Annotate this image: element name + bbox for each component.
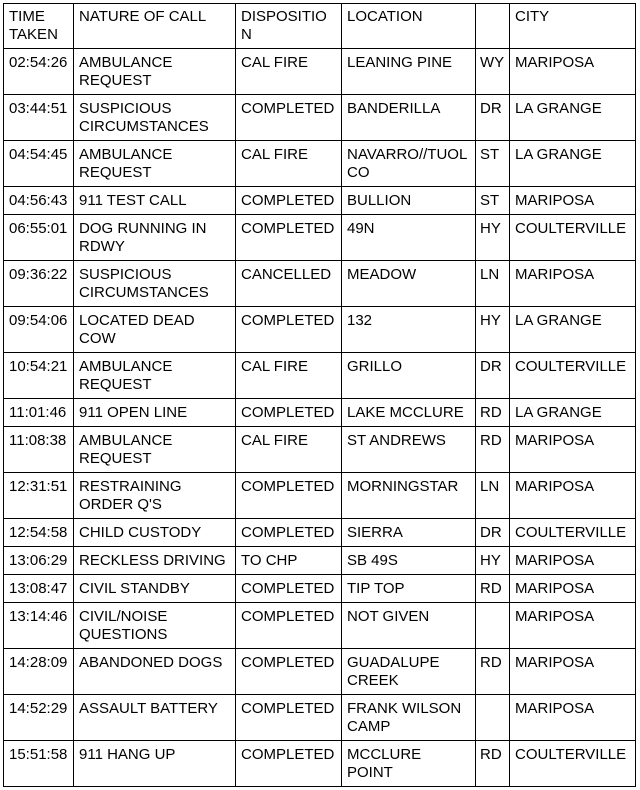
cell-disposition: COMPLETED	[236, 187, 342, 215]
cell-disposition: COMPLETED	[236, 215, 342, 261]
cell-city: MARIPOSA	[510, 49, 636, 95]
call-log-table	[3, 3, 636, 787]
cell-time: 09:36:22	[4, 261, 74, 307]
cell-city: MARIPOSA	[510, 187, 636, 215]
cell-time: 02:54:26	[4, 49, 74, 95]
table-row	[4, 187, 636, 215]
cell-time: 09:54:06	[4, 307, 74, 353]
table-row	[4, 649, 636, 695]
table-row	[4, 141, 636, 187]
cell-time: 06:55:01	[4, 215, 74, 261]
cell-disposition: CAL FIRE	[236, 49, 342, 95]
cell-location: 49N	[342, 215, 476, 261]
table-row	[4, 547, 636, 575]
cell-city: MARIPOSA	[510, 427, 636, 473]
cell-street-suffix: RD	[476, 649, 510, 695]
cell-disposition: COMPLETED	[236, 399, 342, 427]
cell-disposition: TO CHP	[236, 547, 342, 575]
cell-street-suffix: RD	[476, 399, 510, 427]
table-row	[4, 399, 636, 427]
table-row	[4, 519, 636, 547]
cell-disposition: COMPLETED	[236, 695, 342, 741]
cell-location: LAKE MCCLURE	[342, 399, 476, 427]
cell-location: BULLION	[342, 187, 476, 215]
cell-location: NAVARRO//TUOLCO	[342, 141, 476, 187]
cell-city: MARIPOSA	[510, 649, 636, 695]
cell-time: 14:28:09	[4, 649, 74, 695]
cell-street-suffix: LN	[476, 261, 510, 307]
cell-nature-of-call: AMBULANCE REQUEST	[74, 353, 236, 399]
cell-disposition: CAL FIRE	[236, 353, 342, 399]
cell-disposition: CAL FIRE	[236, 427, 342, 473]
table-row	[4, 49, 636, 95]
cell-street-suffix: ST	[476, 187, 510, 215]
cell-location: GRILLO	[342, 353, 476, 399]
cell-location: 132	[342, 307, 476, 353]
header-time: TIME TAKEN	[4, 4, 74, 49]
cell-nature-of-call: AMBULANCE REQUEST	[74, 141, 236, 187]
cell-location: MCCLURE POINT	[342, 741, 476, 787]
cell-city: MARIPOSA	[510, 547, 636, 575]
cell-location: NOT GIVEN	[342, 603, 476, 649]
cell-street-suffix: WY	[476, 49, 510, 95]
cell-city: COULTERVILLE	[510, 741, 636, 787]
cell-street-suffix: DR	[476, 95, 510, 141]
cell-city: MARIPOSA	[510, 261, 636, 307]
cell-disposition: CAL FIRE	[236, 141, 342, 187]
cell-city: COULTERVILLE	[510, 353, 636, 399]
cell-nature-of-call: 911 HANG UP	[74, 741, 236, 787]
cell-location: BANDERILLA	[342, 95, 476, 141]
cell-time: 04:56:43	[4, 187, 74, 215]
table-row	[4, 353, 636, 399]
cell-disposition: COMPLETED	[236, 575, 342, 603]
cell-city: COULTERVILLE	[510, 215, 636, 261]
cell-street-suffix: ST	[476, 141, 510, 187]
header-location: LOCATION	[342, 4, 476, 49]
table-row	[4, 307, 636, 353]
cell-location: FRANK WILSON CAMP	[342, 695, 476, 741]
cell-time: 10:54:21	[4, 353, 74, 399]
cell-disposition: COMPLETED	[236, 603, 342, 649]
header-disposition: DISPOSITION	[236, 4, 342, 49]
cell-city: LA GRANGE	[510, 95, 636, 141]
cell-city: MARIPOSA	[510, 603, 636, 649]
cell-time: 12:54:58	[4, 519, 74, 547]
cell-nature-of-call: CHILD CUSTODY	[74, 519, 236, 547]
cell-street-suffix: HY	[476, 307, 510, 353]
cell-time: 11:08:38	[4, 427, 74, 473]
header-nature-of-call: NATURE OF CALL	[74, 4, 236, 49]
header-row	[4, 4, 636, 49]
cell-time: 15:51:58	[4, 741, 74, 787]
cell-nature-of-call: CIVIL/NOISE QUESTIONS	[74, 603, 236, 649]
cell-street-suffix	[476, 603, 510, 649]
cell-location: LEANING PINE	[342, 49, 476, 95]
cell-nature-of-call: 911 OPEN LINE	[74, 399, 236, 427]
table-row	[4, 575, 636, 603]
table-row	[4, 695, 636, 741]
cell-time: 13:06:29	[4, 547, 74, 575]
cell-location: MEADOW	[342, 261, 476, 307]
cell-disposition: COMPLETED	[236, 649, 342, 695]
cell-time: 13:08:47	[4, 575, 74, 603]
cell-location: TIP TOP	[342, 575, 476, 603]
cell-nature-of-call: DOG RUNNING IN RDWY	[74, 215, 236, 261]
cell-street-suffix: RD	[476, 427, 510, 473]
cell-nature-of-call: SUSPICIOUS CIRCUMSTANCES	[74, 95, 236, 141]
cell-nature-of-call: RESTRAINING ORDER Q'S	[74, 473, 236, 519]
cell-city: LA GRANGE	[510, 399, 636, 427]
cell-time: 04:54:45	[4, 141, 74, 187]
cell-nature-of-call: ASSAULT BATTERY	[74, 695, 236, 741]
cell-location: SIERRA	[342, 519, 476, 547]
cell-disposition: COMPLETED	[236, 741, 342, 787]
cell-city: COULTERVILLE	[510, 519, 636, 547]
cell-time: 14:52:29	[4, 695, 74, 741]
table-row	[4, 603, 636, 649]
cell-time: 12:31:51	[4, 473, 74, 519]
header-street-suffix	[476, 4, 510, 49]
header-city: CITY	[510, 4, 636, 49]
cell-disposition: CANCELLED	[236, 261, 342, 307]
table-row	[4, 261, 636, 307]
cell-street-suffix: DR	[476, 519, 510, 547]
cell-disposition: COMPLETED	[236, 473, 342, 519]
cell-disposition: COMPLETED	[236, 307, 342, 353]
cell-nature-of-call: SUSPICIOUS CIRCUMSTANCES	[74, 261, 236, 307]
cell-street-suffix: LN	[476, 473, 510, 519]
cell-nature-of-call: LOCATED DEAD COW	[74, 307, 236, 353]
cell-location: GUADALUPE CREEK	[342, 649, 476, 695]
cell-street-suffix: HY	[476, 547, 510, 575]
cell-nature-of-call: AMBULANCE REQUEST	[74, 49, 236, 95]
table-row	[4, 215, 636, 261]
cell-location: MORNINGSTAR	[342, 473, 476, 519]
call-log	[3, 3, 636, 787]
cell-disposition: COMPLETED	[236, 519, 342, 547]
cell-location: SB 49S	[342, 547, 476, 575]
cell-city: MARIPOSA	[510, 575, 636, 603]
cell-street-suffix: RD	[476, 575, 510, 603]
cell-nature-of-call: RECKLESS DRIVING	[74, 547, 236, 575]
cell-time: 11:01:46	[4, 399, 74, 427]
cell-city: LA GRANGE	[510, 307, 636, 353]
cell-nature-of-call: ABANDONED DOGS	[74, 649, 236, 695]
cell-street-suffix: DR	[476, 353, 510, 399]
cell-nature-of-call: AMBULANCE REQUEST	[74, 427, 236, 473]
table-row	[4, 473, 636, 519]
cell-street-suffix: HY	[476, 215, 510, 261]
cell-time: 03:44:51	[4, 95, 74, 141]
table-row	[4, 95, 636, 141]
table-row	[4, 427, 636, 473]
cell-nature-of-call: 911 TEST CALL	[74, 187, 236, 215]
cell-location: ST ANDREWS	[342, 427, 476, 473]
cell-city: MARIPOSA	[510, 473, 636, 519]
table-row	[4, 741, 636, 787]
cell-disposition: COMPLETED	[236, 95, 342, 141]
cell-city: LA GRANGE	[510, 141, 636, 187]
cell-time: 13:14:46	[4, 603, 74, 649]
cell-city: MARIPOSA	[510, 695, 636, 741]
cell-street-suffix	[476, 695, 510, 741]
cell-street-suffix: RD	[476, 741, 510, 787]
cell-nature-of-call: CIVIL STANDBY	[74, 575, 236, 603]
